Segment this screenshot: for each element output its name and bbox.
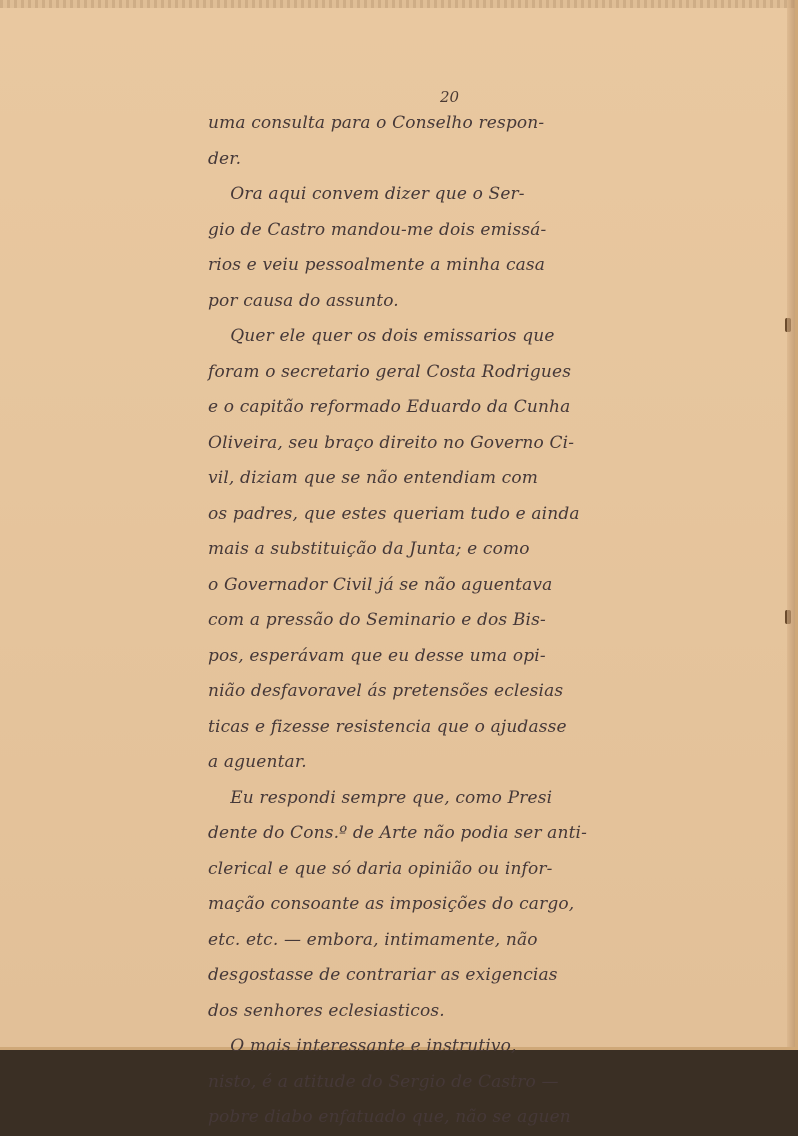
text-line: pobre diabo enfatuado que, não se aguen <box>208 1107 571 1127</box>
text-line: desgostasse de contrariar as exigencias <box>208 965 558 985</box>
text-line: gio de Castro mandou-me dois emissá- <box>208 219 547 240</box>
text-line: rios e veiu pessoalmente a minha casa <box>208 255 546 275</box>
text-line: Ora aqui convem dizer que o Ser- <box>208 184 525 204</box>
text-line: e o capitão reformado Eduardo da Cunha <box>208 397 571 417</box>
page-number: 20 <box>440 88 460 106</box>
text-line: mais a substituição da Junta; e como <box>208 539 530 559</box>
text-line: nisto, é a atitude do Sergio de Castro — <box>208 1071 559 1092</box>
text-line: Quer ele quer os dois emissarios que <box>208 326 555 346</box>
text-line: nião desfavoravel ás pretensões eclesias <box>208 681 564 701</box>
text-line: mação consoante as imposições do cargo, <box>208 894 575 914</box>
handwritten-text-block <box>208 106 688 1136</box>
text-line: foram o secretario geral Costa Rodrigues <box>208 361 572 382</box>
text-line: os padres, que estes queriam tudo e ainda <box>208 503 580 524</box>
text-line: clerical e que só daria opinião ou infor- <box>208 858 553 879</box>
text-line: vil, diziam que se não entendiam com <box>208 468 538 488</box>
text-line: O mais interessante e instrutivo, <box>208 1036 517 1056</box>
text-line: dos senhores eclesiasticos. <box>208 1000 445 1021</box>
text-line: Oliveira, seu braço direito no Governo Ci- <box>208 432 575 453</box>
text-line: pos, esperávam que eu desse uma opi- <box>208 645 546 666</box>
text-line: etc. etc. — embora, intimamente, não <box>208 929 538 950</box>
text-line: uma consulta para o Conselho respon- <box>208 113 545 133</box>
text-line: a aguentar. <box>208 752 307 772</box>
text-line: o Governador Civil já se não aguentava <box>208 574 553 595</box>
binding-mark <box>785 610 791 624</box>
text-line: ticas e fizesse resistencia que o ajudasse <box>208 716 567 737</box>
text-line: der. <box>208 148 242 169</box>
text-line: com a pressão do Seminario e dos Bis- <box>208 610 546 630</box>
text-line: por causa do assunto. <box>208 290 399 311</box>
binding-mark <box>785 318 791 332</box>
text-line: Eu respondi sempre que, como Presi <box>208 787 553 808</box>
text-line: dente do Cons.º de Arte não podia ser anti- <box>208 823 588 843</box>
